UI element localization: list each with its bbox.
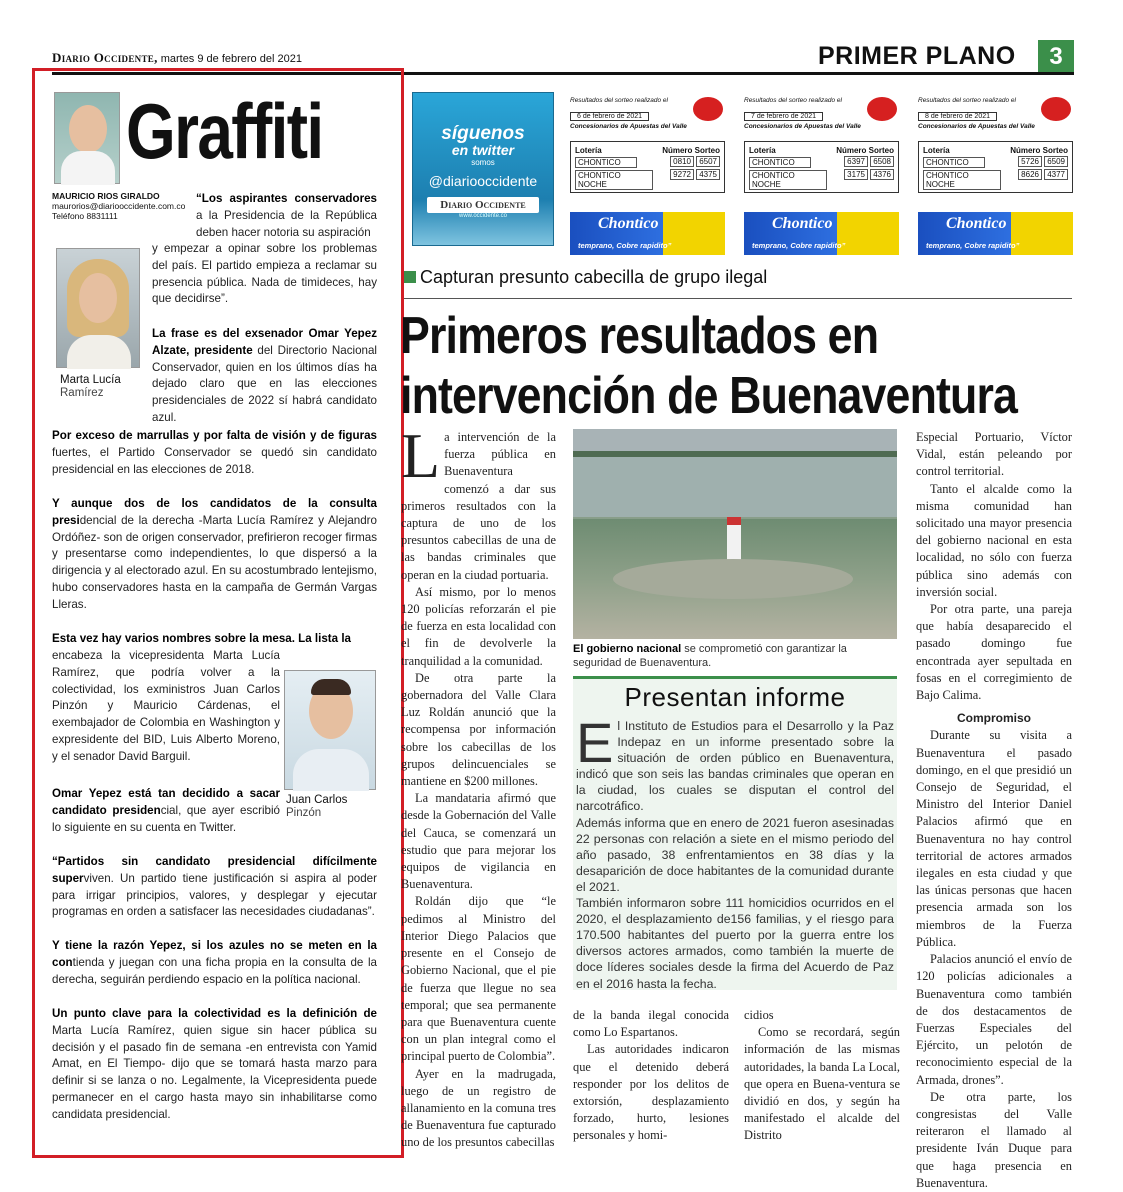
section-title: PRIMER PLANO <box>818 42 1016 70</box>
twitter-ad[interactable]: síguenos en twitter somos @diariooccidente Diario Occidente www.occidente.co <box>412 92 554 246</box>
chontico-banner[interactable]: Chontico temprano, Cobre rapidito” <box>918 212 1073 255</box>
lottery-logo <box>1041 97 1071 121</box>
graffiti-paragraph: “Los aspirantes conservadores a la Presidencia de la República deben hacer notoria su aspiración <box>196 192 377 239</box>
buenaventura-photo <box>573 429 897 639</box>
author-email[interactable]: maurorios@diariooccidente.com.co <box>52 201 186 211</box>
informe-body: El Instituto de Estudios para el Desarrollo y la Paz Indepaz en un informe presentado sobre la situación de orden público en Buenaventura, indicó que son seis las bandas criminales que operan en la ciudad, los cuales se disputan el control del narcotráfico. Además informa que en enero de 2021 fueron asesinadas 22 personas con relación a siete en el mismo periodo del año pasado, 38 enfrentamientos en 38 días y la desaparición de doce habitantes de la comunidad durante el 2021. También informaron sobre 111 homicidios ocurridos en el 2020, el desplazamiento de156 familias, y el riesgo para 170.500 habitantes del puerto por la guerra entre los diversos actores armados, como también la muerte de doce líderes sociales desde la firma del Acuerdo de Paz en el 2016 hasta la fecha. <box>576 711 894 991</box>
kicker-square-icon <box>404 271 416 283</box>
graffiti-paragraph: Por exceso de marrullas y por falta de visión y de figuras fuertes, el Partido Conservador se quedó sin candidato presidencial en las elecciones de 2018. <box>52 429 377 476</box>
dropcap: E <box>576 711 614 774</box>
pinzon-caption: Juan Carlos Pinzón <box>286 794 348 819</box>
graffiti-paragraph: y empezar a opinar sobre los problemas del país. El partido empieza a reclamar su presencia pública. Nada de timideces, hay que decidirse”. <box>152 242 377 306</box>
chontico-banner[interactable]: Chontico temprano, Cobre rapidito” <box>744 212 899 255</box>
page-number: 3 <box>1038 40 1074 74</box>
graffiti-paragraph: encabeza la vicepresidenta Marta Lucía Ramírez, que podría volver a la colectividad, los exministros Juan Carlos Pinzón y Mauricio Cárdenas, el exembajador de Colombia en Washington y expresidente del BID, Luis Alberto Moreno, y el senador David Barguil. <box>52 649 280 763</box>
author-photo <box>54 92 120 184</box>
ramirez-photo <box>56 248 140 368</box>
photo-caption: El gobierno nacional se comprometió con garantizar la seguridad de Buenaventura. <box>573 643 847 669</box>
lottery-results: Resultados del sorteo realizado el 6 de febrero de 2021 Concesionarios de Apuestas del Valle Lotería Número Sorteo CHONTICO 0810 6507 CHONTICO NOCHE 9272 4375 Chontico temprano, Cobre rapidito” <box>570 97 725 255</box>
graffiti-paragraph: Esta vez hay varios nombres sobre la mesa. La lista la <box>52 632 352 645</box>
article-column-1: La intervención de la fuerza pública en Buenaventura comenzó a dar sus primeros resultados con la captura de uno de los presuntos cabecillas de una de las bandas criminales que operan en la ciudad portuaria. Así mismo, por lo menos 120 policías reforzarán el pie de fuerza en esta localidad con el fin de devolverle la tranquilidad a la comunidad. De otra parte la gobernadora del Valle Clara Luz Roldán anunció que la recompensa por información sobre los cabecillas de los grupos delincuenciales se mantiene en $200 millones. La mandataria afirmó que desde la Gobernación del Valle del Cauca, se comenzará un estudio que para mejorar los equipos de vigilancia en Buenaventura. Roldán dijo que “le pedimos al Ministro del Interior Diego Palacios que presente en el Consejo de Gobierno Nacional, que el pie de fuerza que llegue no sea temporal; que sea permanente para que Buenaventura cuente con un plan integral como el principal puerto de Colombia”. Ayer en la madrugada, luego de un registro de allanamiento en la comuna tres de Buenaventura fue capturado uno de los presuntos cabecillas <box>401 420 556 1150</box>
kicker-rule <box>404 298 1072 299</box>
graffiti-paragraph: Omar Yepez está tan decidido a sacar candidato presidencial, que ayer escribió lo siguiente en su cuenta en Twitter. <box>52 787 280 834</box>
article-column-4: Especial Portuario, Víctor Vidal, están peleando por control territorial. Tanto el alcalde como la misma comunidad han solicitado una mayor presencia del gobierno nacional en esta localidad, no sólo con fuerza pública sino además con inversión social. Por otra parte, una pareja que había desaparecido el pasado domingo fue encontrada ayer sepultada en fosas en el corregimiento de Bajo Calima. Compromiso Durante su visita a Buenaventura el pasado domingo, en el que presidió un Consejo de Seguridad, el Ministro del Interior Daniel Palacios afirmó que en Buenaventura no hay control territorial de actores armados ilegales en esta ciudad y que las únicas personas que hacen presencia armada son los miembros de la Fuerza Pública. Palacios anunció el envío de 120 policías adicionales a Buenaventura como también de dos destacamentos de Fuerzas Especiales del Ejército, un pelotón de reconocimiento especial de la Armada, drones”. De otra parte, los congresistas del Valle reiteraron el llamado al presidente Iván Duque para que haga presencia en Buenaventura. <box>916 430 1072 1190</box>
column-title: Graffiti <box>126 87 323 175</box>
graffiti-paragraph: Un punto clave para la colectividad es la definición de Marta Lucía Ramírez, quien sigue sin hacer pública su decisión y el pasado fin de semana -en entrevista con Yamid Amat, en El Tiempo- dijo que se tomará hasta marzo para definir si se lanza o no. Legalmente, la Vicepresidenta puede permanecer en el cargo hasta mayo sin inhabilitarse como candidata presidencial. <box>52 1007 377 1121</box>
brand-logo: Diario Occidente <box>427 197 539 213</box>
ramirez-caption: Marta Lucía Ramírez <box>60 374 121 399</box>
graffiti-paragraph: La frase es del exsenador Omar Yepez Alzate, presidente del Directorio Nacional Conservador, quien en los últimos días ha dejado claro que en las elecciones presidenciales de 2022 sí habrá candidato azul. <box>152 327 377 424</box>
article-column-2: de la banda ilegal conocida como Lo Espartanos. Las autoridades indicaron que el detenido deberá responder por los delitos de extorsión, desplazamiento forzado, hurto, lesiones personales y homi- <box>573 1008 729 1143</box>
lottery-results: Resultados del sorteo realizado el 7 de febrero de 2021 Concesionarios de Apuestas del Valle Lotería Número Sorteo CHONTICO 6397 6508 CHONTICO NOCHE 3175 4376 Chontico temprano, Cobre rapidito” <box>744 97 899 255</box>
lottery-logo <box>693 97 723 121</box>
article-kicker: Capturan presunto cabecilla de grupo ilegal <box>404 267 767 288</box>
chontico-banner[interactable]: Chontico temprano, Cobre rapidito” <box>570 212 725 255</box>
informe-title: Presentan informe <box>624 682 846 712</box>
masthead <box>52 50 302 66</box>
dropcap: L <box>401 420 441 491</box>
graffiti-paragraph: Y aunque dos de los candidatos de la consulta presidencial de la derecha -Marta Lucía Ramírez y Alejandro Ordóñez- son de origen conservador, prefirieron recoger firmas y presentarse como independientes, lo que dispersó a la dirigencia y al electorado azul. En su acostumbrado lentejismo, hubo conservadores hasta en la campaña de Germán Vargas Lleras. <box>52 497 377 611</box>
author-name: MAURICIO RIOS GIRALDO <box>52 191 160 201</box>
lottery-results: Resultados del sorteo realizado el 8 de febrero de 2021 Concesionarios de Apuestas del Valle Lotería Número Sorteo CHONTICO 5726 6509 CHONTICO NOCHE 8626 4377 Chontico temprano, Cobre rapidito” <box>918 97 1073 255</box>
graffiti-paragraph: Y tiene la razón Yepez, si los azules no se meten en la contienda y juegan con una ficha propia en la consulta de la derecha, seguirán perdiendo espacio en la política nacional. <box>52 939 377 986</box>
author-phone: Teléfono 8831111 <box>52 211 118 221</box>
article-headline: Primeros resultados en intervención de Buenaventura <box>400 307 1018 425</box>
subheading: Compromiso <box>956 711 1031 726</box>
issue-date: martes 9 de febrero del 2021 <box>160 53 302 65</box>
paper-name: Diario Occidente, <box>52 50 158 65</box>
author-block <box>52 191 192 221</box>
lottery-logo <box>867 97 897 121</box>
article-column-3: cidios Como se recordará, según información de las mismas autoridades, la banda La Local, que opera en Buena-ventura se dividió en dos, y según ha manifestado el alcalde del Distrito <box>744 1008 900 1143</box>
pinzon-photo <box>284 670 376 790</box>
graffiti-paragraph: “Partidos sin candidato presidencial difícilmente superviven. Un partido tiene justificación si aspira al poder para irrigar principios, valores, y desplegar y ejecutar programas en orden a satisfacer las necesidades ciudadanas”. <box>52 855 377 919</box>
